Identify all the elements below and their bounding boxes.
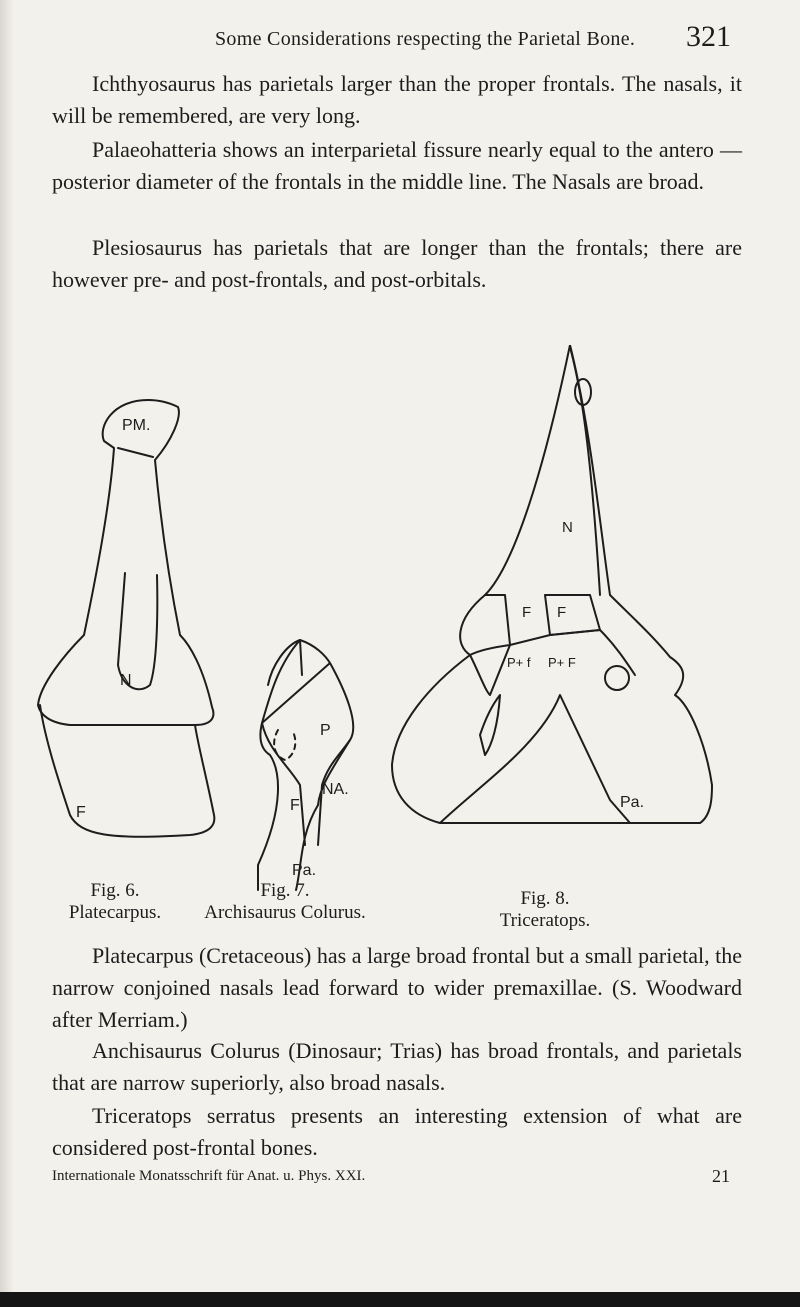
fig8-supratemporal <box>605 666 629 690</box>
fig6-caption-number: Fig. 6. <box>90 880 140 901</box>
fig7-caption-name: Archisaurus Colurus. <box>204 902 366 923</box>
fig6-label-f: F <box>76 804 86 821</box>
fig7-label-p: P <box>320 722 331 739</box>
fig6-label-n: N <box>120 672 132 689</box>
fig8-label-f-right: F <box>557 604 567 621</box>
fig7-nasal-left <box>262 723 305 845</box>
fig8-frontal-right <box>545 595 600 635</box>
paragraph-platecarpus: Platecarpus (Cretaceous) has a large broad frontal but a small parietal, the narrow conjoined nasals lead forward to wider premaxillae. (S. Woodward after Merriam.) <box>52 943 742 1032</box>
fig8-parietal-fenestra <box>480 695 500 755</box>
fig8-label-f-left: F <box>522 604 532 621</box>
fig6-caption <box>60 880 170 924</box>
paragraph-triceratops: Triceratops serratus presents an interesting extension of what are considered post-frontal bones. <box>52 1103 742 1160</box>
fig7-archisaurus-drawing <box>258 640 353 890</box>
fig6-label-pm: PM. <box>122 417 151 434</box>
fig8-frill-outline <box>392 345 712 823</box>
running-head: Some Considerations respecting the Parietal Bone. <box>215 28 636 50</box>
paragraph-plesiosaurus: Plesiosaurus has parietals that are longer than the frontals; there are however pre- and post-frontals, and post-orbitals. <box>52 235 742 292</box>
fig8-label-n: N <box>562 519 573 536</box>
fig7-label-f: F <box>290 797 300 814</box>
fig8-label-pf-left: P+ f <box>507 655 531 670</box>
fig6-premaxilla-suture <box>118 448 153 457</box>
footer-journal: Internationale Monatsschrift für Anat. u. Phys. XXI. <box>52 1168 366 1184</box>
paragraph-ichthyosaurus: Ichthyosaurus has parietals larger than the proper frontals. The nasals, it will be remembered, are very long. <box>52 71 742 128</box>
fig8-caption-name: Triceratops. <box>499 910 591 931</box>
page-number: 321 <box>686 20 731 53</box>
fig8-caption <box>470 888 620 932</box>
fig7-caption-number: Fig. 7. <box>260 880 310 901</box>
fig8-caption-number: Fig. 8. <box>520 888 570 909</box>
fig8-horn-core <box>570 347 600 595</box>
fig8-label-pa: Pa. <box>620 794 645 811</box>
fig8-label-pf-right: P+ F <box>548 655 576 670</box>
fig6-platecarpus-drawing <box>38 400 214 837</box>
fig7-caption <box>175 880 395 924</box>
fig7-outline <box>258 640 353 890</box>
fig7-label-pa: Pa. <box>292 862 317 879</box>
page-header <box>0 14 800 54</box>
paragraph-anchisaurus: Anchisaurus Colurus (Dinosaur; Trias) has broad frontals, and parietals that are narrow superiorly, also broad nasals. <box>52 1038 742 1095</box>
fig7-label-na: NA. <box>322 781 349 798</box>
figure-group <box>0 345 800 905</box>
fig8-parietal <box>440 695 630 823</box>
paragraph-palaeohatteria: Palaeohatteria shows an interparietal fissure nearly equal to the antero — posterior diameter of the frontals in the middle line. The Nasals are broad. <box>52 137 742 194</box>
footer-signature: 21 <box>712 1166 730 1186</box>
fig8-triceratops-drawing <box>392 345 712 823</box>
fig6-caption-name: Platecarpus. <box>68 902 162 923</box>
scan-edge <box>0 1292 800 1307</box>
skull-diagrams <box>0 345 800 905</box>
